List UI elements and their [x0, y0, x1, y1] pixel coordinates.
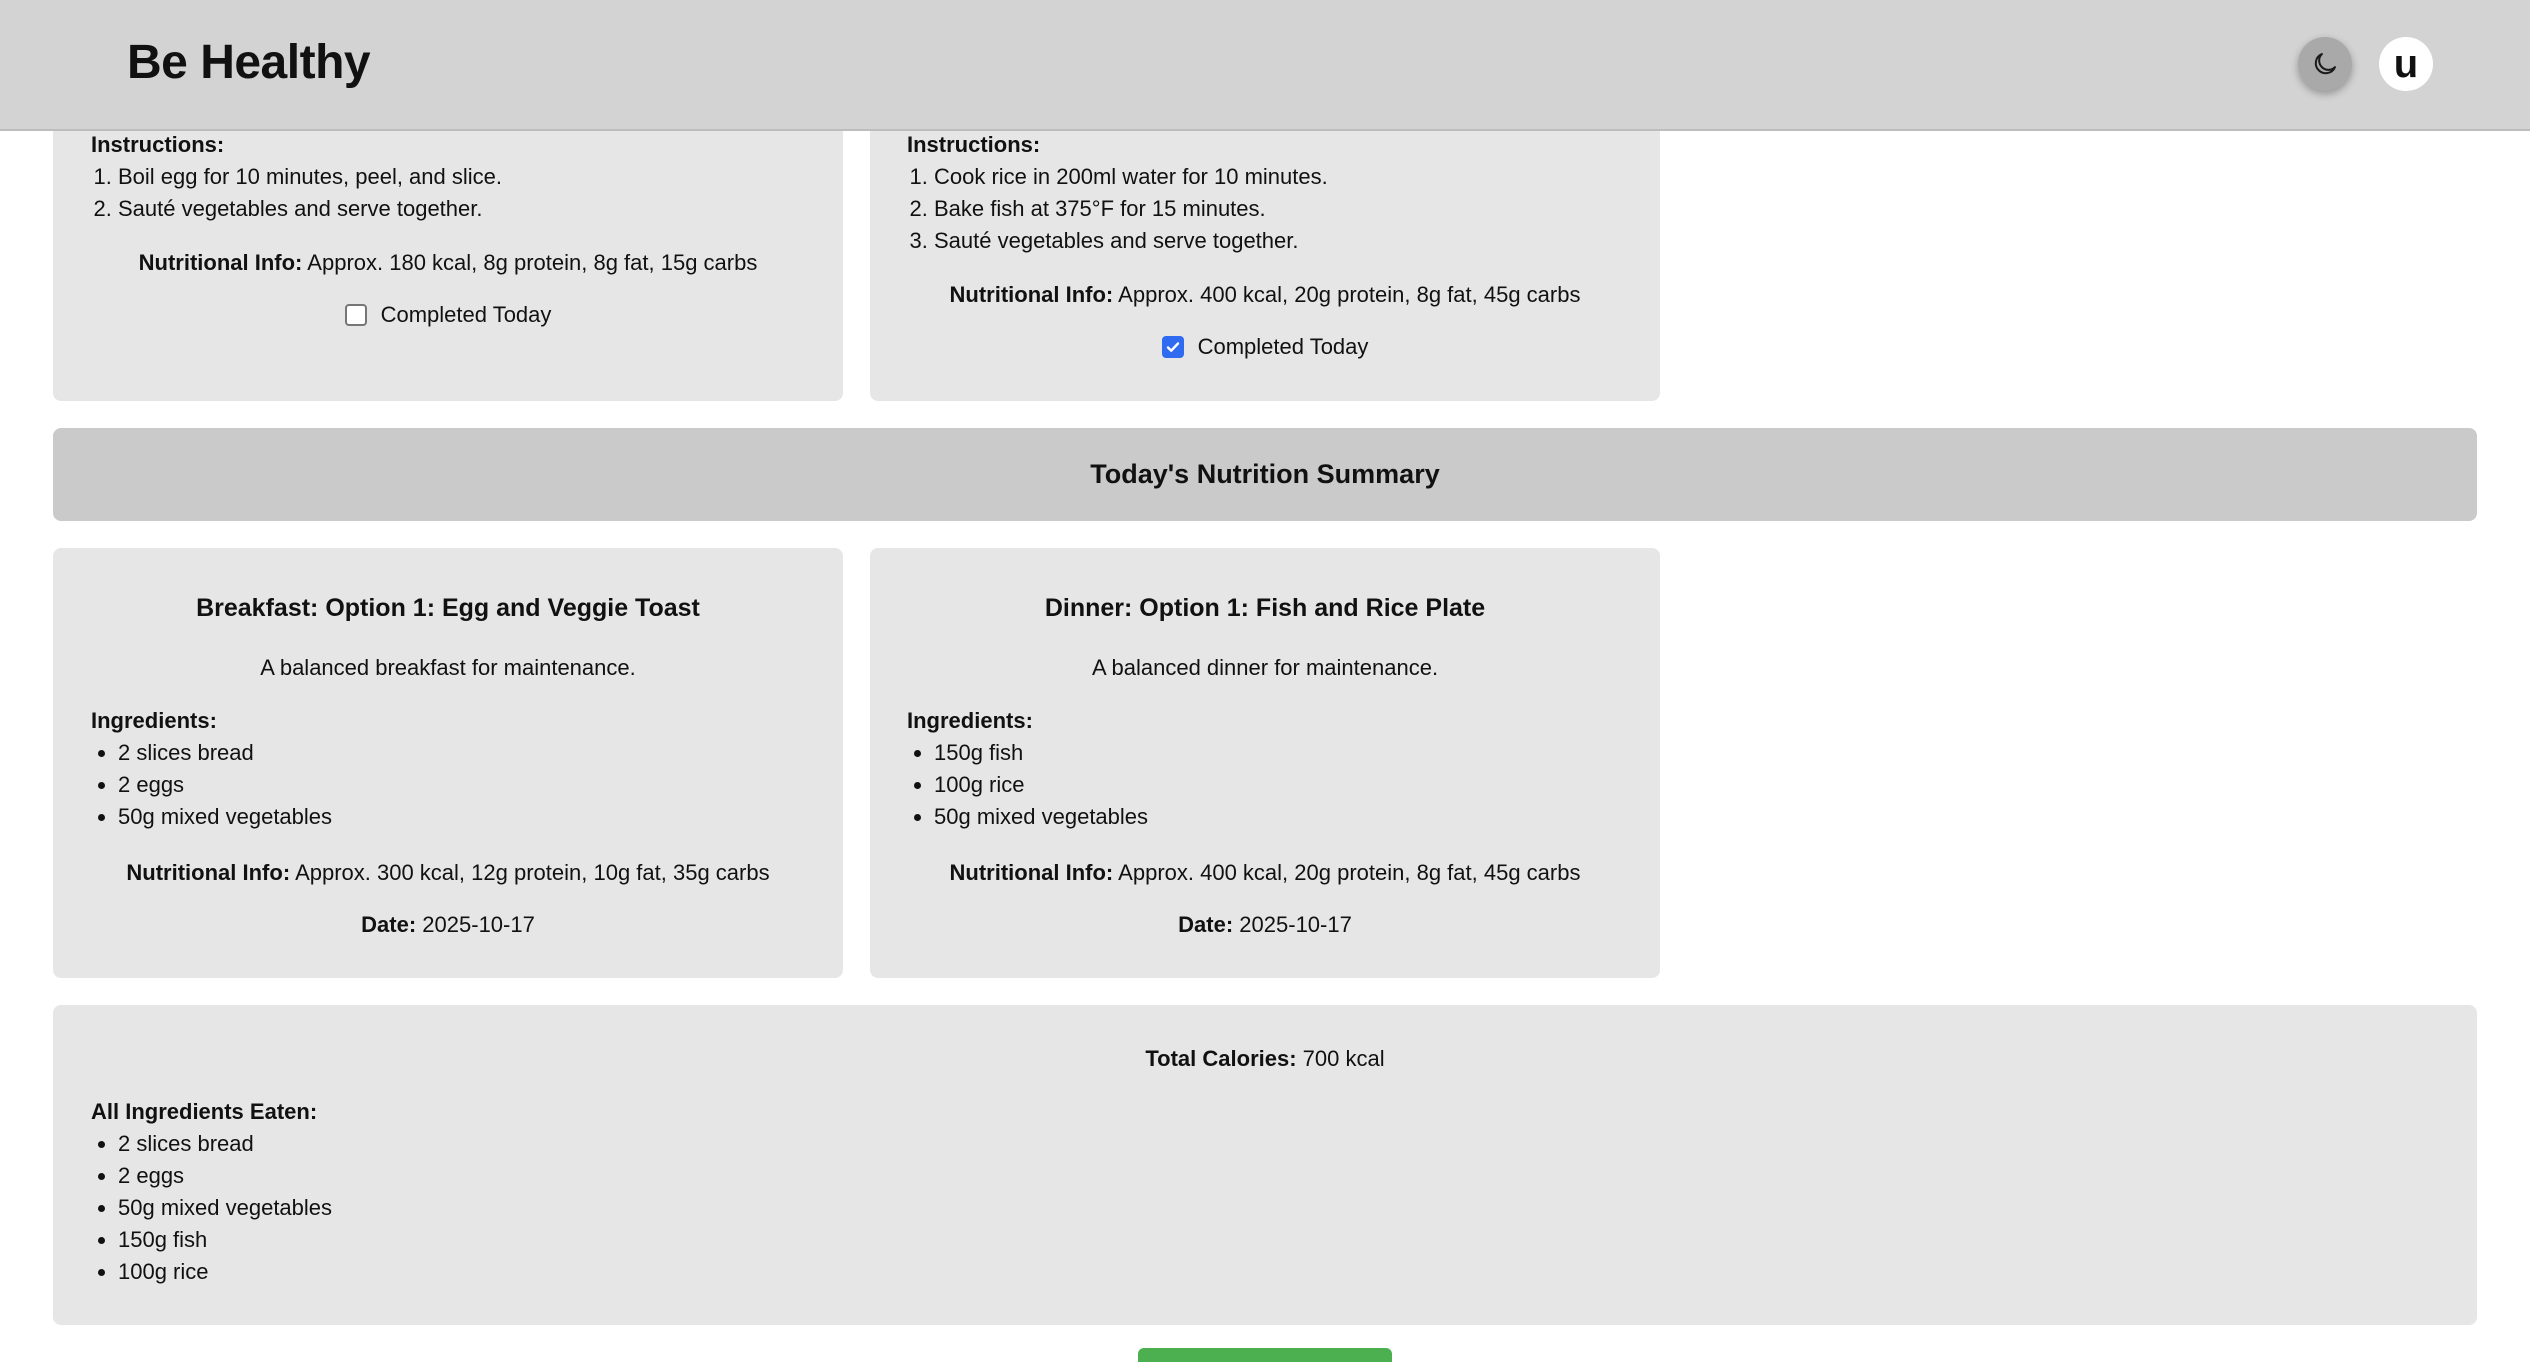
completed-today-label[interactable]: Completed Today: [380, 302, 552, 327]
nutrition-value: Approx. 400 kcal, 20g protein, 8g fat, 45g carbs: [1118, 860, 1581, 885]
nutrition-label: Nutritional Info:: [138, 250, 303, 275]
ingredients-list: [91, 737, 332, 833]
instruction-step: 1. Cook rice in 200ml water for 10 minutes.: [934, 161, 1328, 193]
nutrition-value: Approx. 180 kcal, 8g protein, 8g fat, 15g carbs: [307, 250, 758, 275]
ingredients-list: [907, 737, 1148, 833]
meal-card-dinner: [870, 100, 1660, 401]
ingredients-label: Ingredients:: [91, 708, 217, 733]
avatar-letter: u: [2393, 42, 2419, 86]
theme-toggle-button[interactable]: [2298, 37, 2352, 91]
all-ingredients-label: All Ingredients Eaten:: [91, 1099, 318, 1124]
summary-card-dinner: [870, 548, 1660, 978]
date-value: 2025-10-17: [1239, 912, 1352, 937]
all-ingredients-list: [91, 1128, 332, 1288]
totals-card: [53, 1005, 2477, 1325]
date-value: 2025-10-17: [422, 912, 535, 937]
completed-today-checkbox[interactable]: [1162, 336, 1184, 358]
ingredient-item: • 2 slices bread: [118, 1128, 332, 1160]
nutrition-info: [53, 247, 843, 279]
check-icon: [1165, 339, 1181, 355]
ingredient-item: • 2 eggs: [118, 1160, 332, 1192]
nutrition-value: Approx. 400 kcal, 20g protein, 8g fat, 45g carbs: [1118, 282, 1581, 307]
nutrition-label: Nutritional Info:: [126, 860, 291, 885]
instruction-step: 2. Sauté vegetables and serve together.: [118, 193, 502, 225]
date-info: [870, 909, 1660, 941]
instruction-step: 1. Boil egg for 10 minutes, peel, and slice.: [118, 161, 502, 193]
nutrition-info: [53, 857, 843, 889]
completed-today-checkbox[interactable]: [345, 304, 367, 326]
date-info: [53, 909, 843, 941]
ingredient-item: • 2 slices bread: [118, 737, 332, 769]
completed-today-row[interactable]: [53, 299, 843, 331]
summary-card-description: A balanced dinner for maintenance.: [1091, 655, 1439, 680]
instructions-label: Instructions:: [907, 132, 1041, 157]
ingredient-item: • 50g mixed vegetables: [934, 801, 1148, 833]
meal-card-breakfast: [53, 100, 843, 401]
date-label: Date:: [361, 912, 417, 937]
nutrition-info: [870, 857, 1660, 889]
instructions-label: Instructions:: [91, 132, 225, 157]
nutrition-info: [870, 279, 1660, 311]
nutrition-summary-heading: [53, 428, 2477, 521]
summary-card-title: Breakfast: Option 1: Egg and Veggie Toast: [196, 594, 700, 622]
nutrition-value: Approx. 300 kcal, 12g protein, 10g fat, 35g carbs: [295, 860, 770, 885]
bottom-action-button[interactable]: [1138, 1348, 1392, 1362]
instruction-step: 3. Sauté vegetables and serve together.: [934, 225, 1328, 257]
instruction-step: 2. Bake fish at 375°F for 15 minutes.: [934, 193, 1328, 225]
summary-card-title: Dinner: Option 1: Fish and Rice Plate: [1044, 594, 1486, 622]
total-calories-value: 700 kcal: [1302, 1046, 1385, 1071]
total-calories-label: Total Calories:: [1145, 1046, 1297, 1071]
moon-icon: [2310, 49, 2340, 79]
nutrition-label: Nutritional Info:: [949, 860, 1114, 885]
app-header: [0, 0, 2530, 131]
ingredient-item: • 50g mixed vegetables: [118, 1192, 332, 1224]
ingredient-item: • 100g rice: [934, 769, 1148, 801]
instructions-list: [907, 161, 1328, 257]
completed-today-row[interactable]: [870, 331, 1660, 363]
summary-card-description: A balanced breakfast for maintenance.: [260, 655, 636, 680]
nutrition-label: Nutritional Info:: [949, 282, 1114, 307]
ingredient-item: • 150g fish: [118, 1224, 332, 1256]
completed-today-label[interactable]: Completed Today: [1197, 334, 1369, 359]
summary-card-breakfast: [53, 548, 843, 978]
ingredient-item: • 100g rice: [118, 1256, 332, 1288]
app-title: Be Healthy: [127, 36, 371, 89]
ingredient-item: • 2 eggs: [118, 769, 332, 801]
total-calories: [53, 1043, 2477, 1075]
ingredients-label: Ingredients:: [907, 708, 1033, 733]
ingredient-item: • 150g fish: [934, 737, 1148, 769]
ingredient-item: • 50g mixed vegetables: [118, 801, 332, 833]
user-avatar-button[interactable]: [2379, 37, 2433, 91]
summary-title: Today's Nutrition Summary: [1090, 459, 1440, 489]
instructions-list: [91, 161, 502, 225]
date-label: Date:: [1178, 912, 1234, 937]
